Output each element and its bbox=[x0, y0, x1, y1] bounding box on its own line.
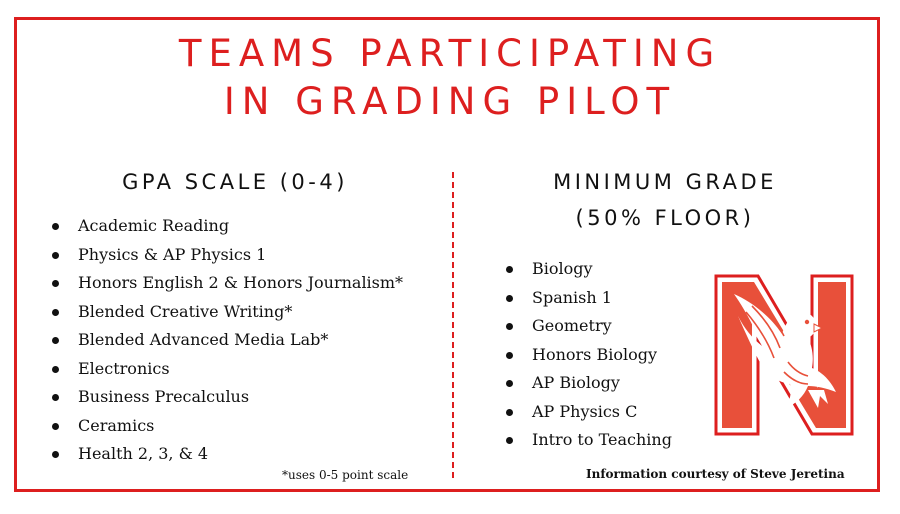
column-divider bbox=[452, 172, 454, 478]
logo-hawk-eye bbox=[805, 320, 809, 324]
list-item: Ceramics bbox=[52, 412, 403, 441]
list-item: Honors Biology bbox=[506, 341, 672, 370]
list-item: Blended Creative Writing* bbox=[52, 298, 403, 327]
point-scale-footnote: *uses 0-5 point scale bbox=[282, 468, 409, 482]
gpa-scale-list bbox=[52, 212, 403, 469]
minimum-grade-heading-line-2: (50% FLOOR) bbox=[575, 206, 755, 230]
list-item: Physics & AP Physics 1 bbox=[52, 241, 403, 270]
minimum-grade-list bbox=[506, 255, 672, 455]
minimum-grade-heading-line-1: MINIMUM GRADE bbox=[553, 170, 777, 194]
list-item: AP Biology bbox=[506, 369, 672, 398]
gpa-scale-heading-text: GPA SCALE (0-4) bbox=[122, 170, 348, 194]
information-credit: Information courtesy of Steve Jeretina bbox=[586, 467, 845, 481]
list-item: Biology bbox=[506, 255, 672, 284]
list-item: Business Precalculus bbox=[52, 383, 403, 412]
list-item: Health 2, 3, & 4 bbox=[52, 440, 403, 469]
n-hawk-logo-icon bbox=[712, 272, 856, 438]
list-item: Geometry bbox=[506, 312, 672, 341]
title-line-2: IN GRADING PILOT bbox=[223, 80, 677, 123]
title-line-1: TEAMS PARTICIPATING bbox=[178, 32, 722, 75]
gpa-scale-heading bbox=[60, 164, 410, 200]
list-item: Spanish 1 bbox=[506, 284, 672, 313]
list-item: AP Physics C bbox=[506, 398, 672, 427]
list-item: Academic Reading bbox=[52, 212, 403, 241]
list-item: Electronics bbox=[52, 355, 403, 384]
list-item: Intro to Teaching bbox=[506, 426, 672, 455]
list-item: Honors English 2 & Honors Journalism* bbox=[52, 269, 403, 298]
list-item: Blended Advanced Media Lab* bbox=[52, 326, 403, 355]
minimum-grade-heading bbox=[500, 164, 830, 236]
page-title bbox=[0, 30, 900, 126]
